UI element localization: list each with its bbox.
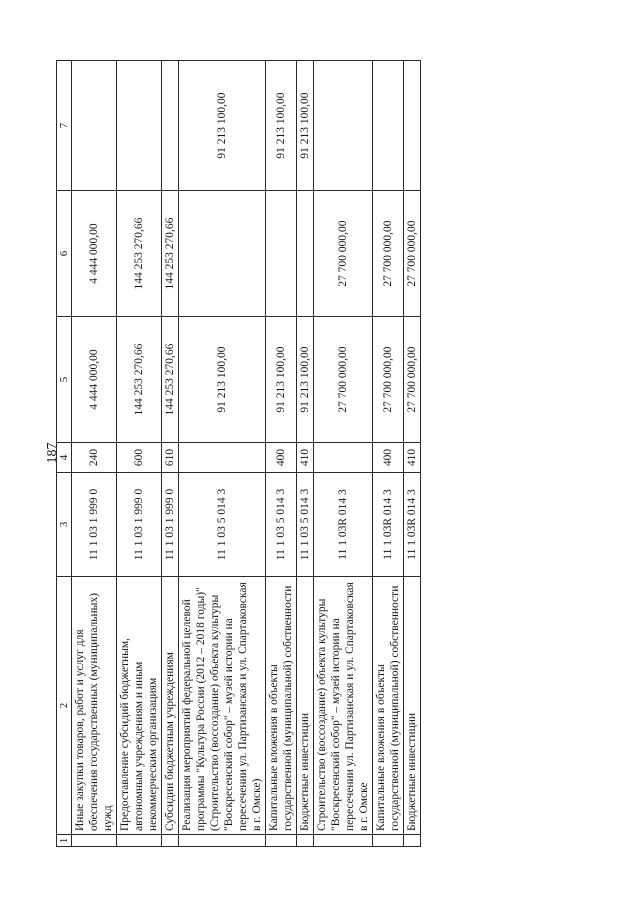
- row-col7-cell: [404, 61, 421, 191]
- row-col6-cell: 144 253 270,66: [117, 191, 162, 317]
- table-row: [314, 61, 373, 847]
- row-code-cell: 11 1 03 1 999 0: [72, 473, 117, 577]
- header-cell-2: 2: [57, 577, 72, 835]
- row-index-cell: [404, 835, 421, 847]
- row-col7-cell: [117, 61, 162, 191]
- table-row: [117, 61, 162, 847]
- row-col6-cell: [266, 191, 297, 317]
- page-number: 187: [45, 442, 60, 464]
- row-col6-cell: 4 444 000,00: [72, 191, 117, 317]
- row-col5-cell: 4 444 000,00: [72, 317, 117, 443]
- table-row: [266, 61, 297, 847]
- row-type-cell: [179, 443, 266, 473]
- row-col6-cell: 27 700 000,00: [373, 191, 404, 317]
- row-index-cell: [266, 835, 297, 847]
- row-type-cell: 240: [72, 443, 117, 473]
- row-col6-cell: [179, 191, 266, 317]
- row-type-cell: 400: [373, 443, 404, 473]
- row-type-cell: 400: [266, 443, 297, 473]
- row-index-cell: [117, 835, 162, 847]
- row-name-cell: Иные закупки товаров, работ и услуг для обеспечения государственных (муниципальных) нужд: [72, 577, 117, 835]
- row-code-cell: 11 1 03 5 014 3: [266, 473, 297, 577]
- rotated-table-wrapper: [56, 61, 546, 847]
- row-col6-cell: 27 700 000,00: [314, 191, 373, 317]
- row-code-cell: 11 1 03R 014 3: [314, 473, 373, 577]
- table-row: [162, 61, 179, 847]
- table-row: [72, 61, 117, 847]
- row-index-cell: [72, 835, 117, 847]
- table-row: [373, 61, 404, 847]
- row-code-cell: 11 1 03 5 014 3: [179, 473, 266, 577]
- row-col5-cell: 27 700 000,00: [373, 317, 404, 443]
- row-col5-cell: 144 253 270,66: [162, 317, 179, 443]
- header-cell-4: 4: [57, 443, 72, 473]
- row-name-cell: Капитальные вложения в объекты государственной (муниципальной) собственности: [266, 577, 297, 835]
- header-cell-3: 3: [57, 473, 72, 577]
- table-row: [404, 61, 421, 847]
- row-col6-cell: 27 700 000,00: [404, 191, 421, 317]
- row-code-cell: 11 1 03R 014 3: [404, 473, 421, 577]
- row-col7-cell: [373, 61, 404, 191]
- row-col5-cell: 27 700 000,00: [314, 317, 373, 443]
- row-code-cell: 11 1 03R 014 3: [373, 473, 404, 577]
- row-name-cell: Предоставление субсидий бюджетным, автономным учреждениям и иным некоммерческим организациям: [117, 577, 162, 835]
- header-row: [57, 61, 72, 847]
- budget-table-body: [57, 61, 421, 847]
- row-col5-cell: 91 213 100,00: [266, 317, 297, 443]
- row-type-cell: 600: [117, 443, 162, 473]
- row-index-cell: [373, 835, 404, 847]
- row-type-cell: 410: [404, 443, 421, 473]
- row-col7-cell: [314, 61, 373, 191]
- row-col7-cell: [72, 61, 117, 191]
- row-index-cell: [297, 835, 314, 847]
- row-col6-cell: [297, 191, 314, 317]
- header-cell-5: 5: [57, 317, 72, 443]
- row-name-cell: Реализация мероприятий федеральной целевой программы "Культура России (2012 – 2018 годы)" (Строительство (воссоздание) объекта культуры "Воскресенский собор" – музей истории на пересечении ул. Партизанская и ул. Спартаковская в г. Омске): [179, 577, 266, 835]
- row-name-cell: Строительство (воссоздание) объекта культуры "Воскресенский собор" – музей истории на пересечении ул. Партизанская и ул. Спартаковская в г. Омске: [314, 577, 373, 835]
- table-row: [297, 61, 314, 847]
- row-name-cell: Капитальные вложения в объекты государственной (муниципальной) собственности: [373, 577, 404, 835]
- row-col5-cell: 27 700 000,00: [404, 317, 421, 443]
- row-type-cell: 410: [297, 443, 314, 473]
- row-col7-cell: 91 213 100,00: [266, 61, 297, 191]
- row-col7-cell: 91 213 100,00: [297, 61, 314, 191]
- budget-table: [56, 60, 421, 847]
- row-col5-cell: 91 213 100,00: [179, 317, 266, 443]
- header-cell-6: 6: [57, 191, 72, 317]
- row-type-cell: 610: [162, 443, 179, 473]
- row-code-cell: 11 1 03 1 999 0: [117, 473, 162, 577]
- header-cell-7: 7: [57, 61, 72, 191]
- row-col5-cell: 144 253 270,66: [117, 317, 162, 443]
- row-type-cell: [314, 443, 373, 473]
- row-col7-cell: [162, 61, 179, 191]
- header-cell-1: 1: [57, 835, 72, 847]
- row-col7-cell: 91 213 100,00: [179, 61, 266, 191]
- row-code-cell: 11 1 03 5 014 3: [297, 473, 314, 577]
- row-col5-cell: 91 213 100,00: [297, 317, 314, 443]
- row-index-cell: [314, 835, 373, 847]
- row-code-cell: 11 1 03 1 999 0: [162, 473, 179, 577]
- table-row: [179, 61, 266, 847]
- row-name-cell: Бюджетные инвестиции: [404, 577, 421, 835]
- row-name-cell: Субсидии бюджетным учреждениям: [162, 577, 179, 835]
- row-index-cell: [162, 835, 179, 847]
- row-index-cell: [179, 835, 266, 847]
- row-name-cell: Бюджетные инвестиции: [297, 577, 314, 835]
- row-col6-cell: 144 253 270,66: [162, 191, 179, 317]
